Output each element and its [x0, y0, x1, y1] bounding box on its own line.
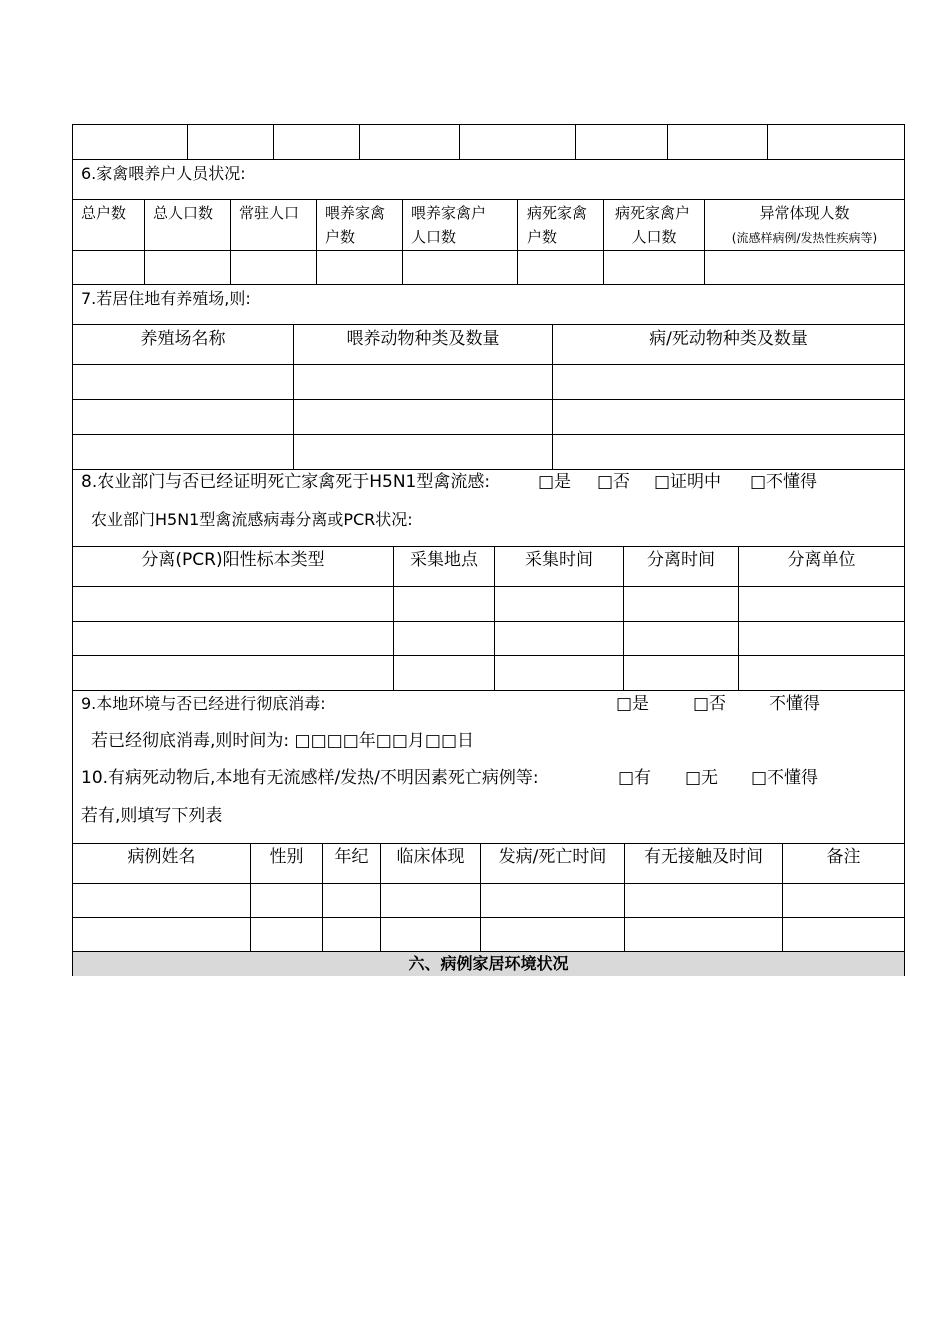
col-dead-poultry-pop-l1: 病死家禽户	[615, 204, 691, 222]
sec9-question: 9.本地环境与否已经进行彻底消毒:	[81, 694, 326, 713]
sec7-title: 7.若居住地有养殖场,则:	[81, 289, 251, 308]
cell-divider	[459, 125, 460, 159]
col-dead-animal-types: 病/死动物种类及数量	[649, 329, 808, 349]
cell-divider	[667, 125, 668, 159]
row-divider	[73, 469, 904, 470]
col-contact-time: 有无接触及时间	[644, 847, 763, 867]
row-divider	[73, 159, 904, 160]
col-dead-poultry-households-l2: 户数	[527, 228, 558, 246]
col-resident-population: 常驻人口	[239, 204, 300, 222]
section-header-title: 六、病例家居环境状况	[408, 954, 569, 973]
col-total-households: 总户数	[81, 204, 127, 222]
option-proving[interactable]: □证明中	[654, 472, 722, 492]
sec9-option-unknown[interactable]: 不懂得	[769, 694, 820, 714]
row-divider	[73, 655, 904, 656]
row-divider	[73, 883, 904, 884]
col-sample-type: 分离(PCR)阳性标本类型	[141, 550, 325, 570]
row-divider	[73, 690, 904, 691]
row-divider	[73, 399, 904, 400]
sec10-option-yes[interactable]: □有	[618, 768, 652, 788]
cell-divider	[187, 125, 188, 159]
sec10-fill-note: 若有,则填写下列表	[81, 806, 223, 826]
sec9-option-no[interactable]: □否	[693, 694, 727, 714]
col-collect-time: 采集时间	[525, 550, 593, 570]
cell-divider	[623, 546, 624, 690]
col-farm-name: 养殖场名称	[140, 329, 226, 349]
cell-divider	[359, 125, 360, 159]
col-patient-name: 病例姓名	[127, 847, 196, 867]
col-abnormal-note: (流感样病例/发热性疾病等)	[731, 231, 878, 245]
sec10-question: 10.有病死动物后,本地有无流感样/发热/不明因素死亡病例等:	[81, 768, 539, 788]
sec9-time-line: 若已经彻底消毒,则时间为: □□□□年□□月□□日	[91, 731, 475, 751]
col-clinical: 临床体现	[396, 847, 465, 867]
cell-divider	[380, 843, 381, 952]
col-remarks: 备注	[826, 847, 861, 867]
row-divider	[73, 621, 904, 622]
row-divider	[73, 199, 904, 200]
col-abnormal-count: 异常体现人数	[759, 204, 850, 222]
row-divider	[73, 917, 904, 918]
sec10-option-unknown[interactable]: □不懂得	[751, 768, 819, 788]
row-divider	[73, 843, 904, 844]
sec9-option-yes[interactable]: □是	[616, 694, 650, 714]
row-divider	[73, 250, 904, 251]
col-isolate-unit: 分离单位	[787, 550, 856, 570]
cell-divider	[293, 324, 294, 469]
col-poultry-households-l1: 喂养家禽	[325, 204, 386, 222]
sec8-subtitle: 农业部门H5N1型禽流感病毒分离或PCR状况:	[91, 510, 413, 529]
row-divider	[73, 546, 904, 547]
col-animal-types: 喂养动物种类及数量	[346, 329, 500, 349]
cell-divider	[494, 546, 495, 690]
col-poultry-pop-l2: 人口数	[411, 228, 457, 246]
col-gender: 性别	[269, 847, 304, 867]
row-divider	[73, 586, 904, 587]
cell-divider	[316, 199, 317, 285]
cell-divider	[393, 546, 394, 690]
cell-divider	[402, 199, 403, 285]
row-divider	[73, 434, 904, 435]
col-dead-poultry-households-l1: 病死家禽	[527, 204, 588, 222]
row-divider	[73, 324, 904, 325]
cell-divider	[250, 843, 251, 952]
col-poultry-pop-l1: 喂养家禽户	[411, 204, 487, 222]
cell-divider	[624, 843, 625, 952]
cell-divider	[552, 324, 553, 469]
col-collect-place: 采集地点	[410, 550, 478, 570]
col-isolate-time: 分离时间	[647, 550, 715, 570]
row-divider	[73, 364, 904, 365]
sec8-question: 8.农业部门与否已经证明死亡家禽死于H5N1型禽流感:	[81, 472, 491, 492]
col-dead-poultry-pop-l2: 人口数	[631, 228, 677, 246]
col-total-population: 总人口数	[153, 204, 214, 222]
col-age: 年纪	[334, 847, 369, 867]
option-no[interactable]: □否	[597, 472, 631, 492]
cell-divider	[144, 199, 145, 285]
col-poultry-households-l2: 户数	[325, 228, 356, 246]
cell-divider	[738, 546, 739, 690]
cell-divider	[322, 843, 323, 952]
investigation-form	[72, 124, 905, 976]
cell-divider	[480, 843, 481, 952]
cell-divider	[517, 199, 518, 285]
cell-divider	[603, 199, 604, 285]
col-onset-time: 发病/死亡时间	[498, 847, 607, 867]
row-divider	[73, 284, 904, 285]
cell-divider	[575, 125, 576, 159]
option-yes[interactable]: □是	[538, 472, 572, 492]
option-unknown[interactable]: □不懂得	[750, 472, 818, 492]
cell-divider	[767, 125, 768, 159]
cell-divider	[230, 199, 231, 285]
sec6-title: 6.家禽喂养户人员状况:	[81, 164, 246, 183]
cell-divider	[273, 125, 274, 159]
cell-divider	[782, 843, 783, 952]
cell-divider	[704, 199, 705, 285]
sec10-option-no[interactable]: □无	[685, 768, 719, 788]
